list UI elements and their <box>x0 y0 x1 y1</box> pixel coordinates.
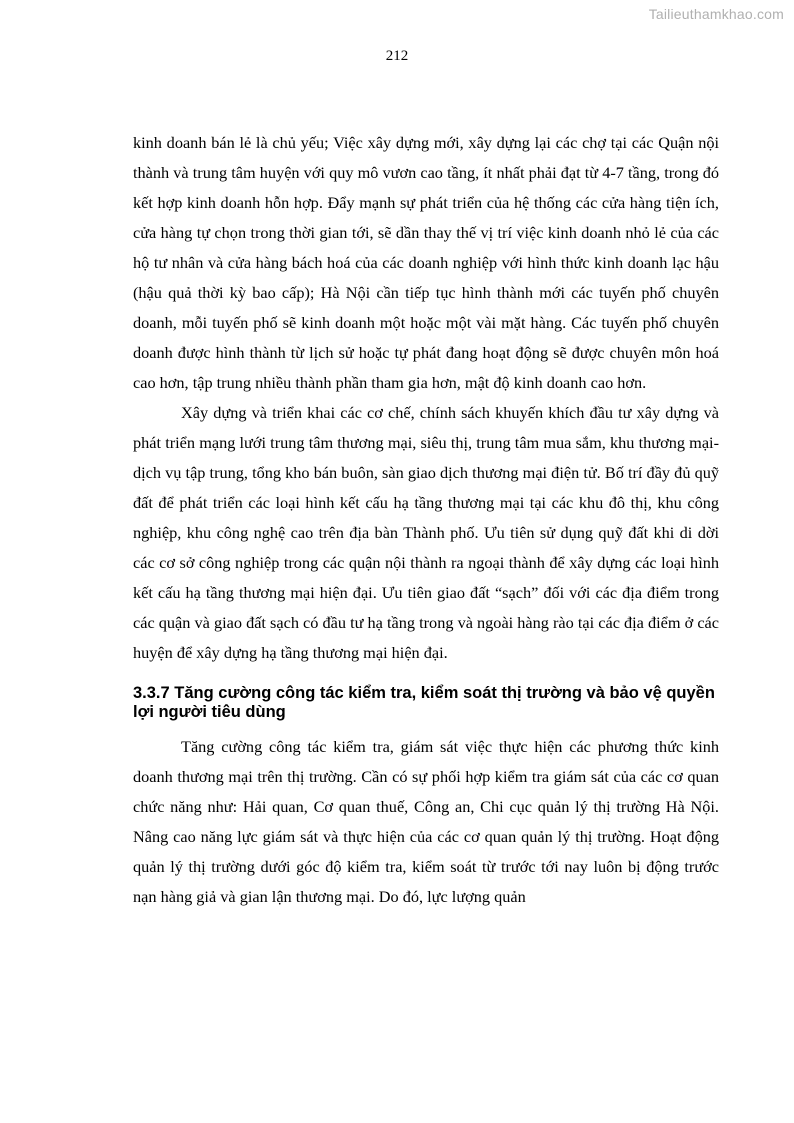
watermark-text: Tailieuthamkhao.com <box>648 6 784 22</box>
page-number: 212 <box>385 48 409 64</box>
paragraph-infrastructure-policy: Xây dựng và triển khai các cơ chế, chính sách khuyến khích đầu tư xây dựng và phát triển mạng lưới trung tâm thương mại, siêu thị, trung tâm mua sắm, khu thương mại-dịch vụ tập trung, tổng kho bán buôn, sàn giao dịch thương mại điện tử. Bố trí đầy đủ quỹ đất để phát triển các loại hình kết cấu hạ tầng thương mại tại các khu đô thị, khu công nghiệp, khu công nghệ cao trên địa bàn Thành phố. Ưu tiên sử dụng quỹ đất khi di dời các cơ sở công nghiệp trong các quận nội thành ra ngoại thành để xây dựng các loại hình kết cấu hạ tầng thương mại hiện đại. Ưu tiên giao đất “sạch” đối với các địa điểm trong các quận và giao đất sạch có đầu tư hạ tầng trong và ngoài hàng rào tại các địa điểm ở các huyện để xây dựng hạ tầng thương mại hiện đại. <box>133 403 719 662</box>
paragraph-continuation: kinh doanh bán lẻ là chủ yếu; Việc xây dựng mới, xây dựng lại các chợ tại các Quận nội thành và trung tâm huyện với quy mô vươn cao tầng, ít nhất phải đạt từ 4-7 tầng, trong đó kết hợp kinh doanh hỗn hợp. Đẩy mạnh sự phát triển của hệ thống các cửa hàng tiện ích, cửa hàng tự chọn trong thời gian tới, sẽ dần thay thế vị trí việc kinh doanh nhỏ lẻ của các hộ tư nhân và cửa hàng bách hoá của các doanh nghiệp với hình thức kinh doanh lạc hậu (hậu quả thời kỳ bao cấp); Hà Nội cần tiếp tục hình thành mới các tuyến phố chuyên doanh, mỗi tuyến phố sẽ kinh doanh một hoặc một vài mặt hàng. Các tuyến phố chuyên doanh được hình thành từ lịch sử hoặc tự phát đang hoạt động sẽ được chuyên môn hoá cao hơn, tập trung nhiều thành phần tham gia hơn, mật độ kinh doanh cao hơn. <box>133 133 719 392</box>
paragraph-market-inspection: Tăng cường công tác kiểm tra, giám sát việc thực hiện các phương thức kinh doanh thương mại trên thị trường. Cần có sự phối hợp kiểm tra giám sát của các cơ quan chức năng như: Hải quan, Cơ quan thuế, Công an, Chi cục quản lý thị trường Hà Nội. Nâng cao năng lực giám sát và thực hiện của các cơ quan quản lý thị trường. Hoạt động quản lý thị trường dưới góc độ kiểm tra, kiểm soát từ trước tới nay luôn bị động trước nạn hàng giả và gian lận thương mại. Do đó, lực lượng quản <box>133 737 719 906</box>
document-body <box>133 128 719 912</box>
section-heading: 3.3.7 Tăng cường công tác kiểm tra, kiểm soát thị trường và bảo vệ quyền lợi người tiêu dùng <box>133 684 715 721</box>
